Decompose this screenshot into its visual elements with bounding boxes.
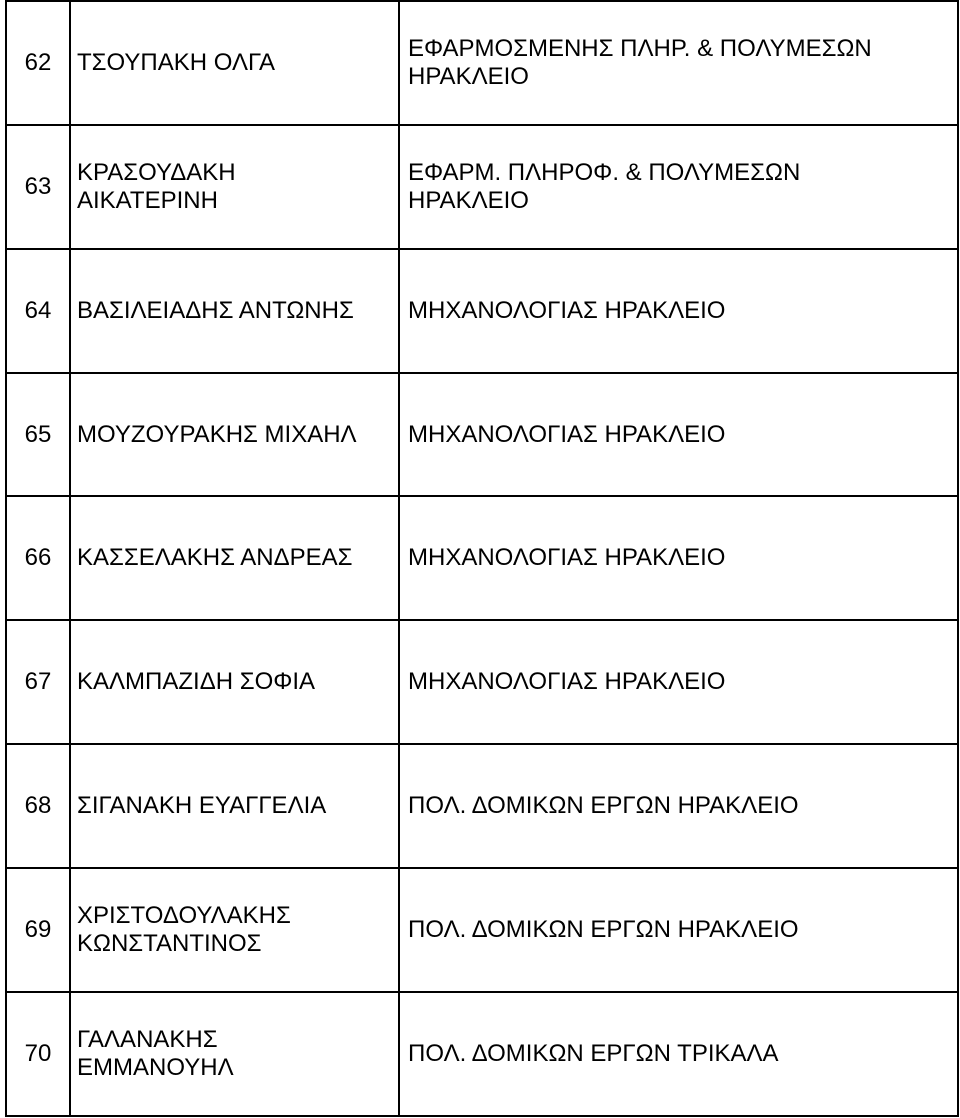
school-department xyxy=(399,992,958,1116)
row-number: 63 xyxy=(6,125,70,249)
name-line: ΑΙΚΑΤΕΡΙΝΗ xyxy=(77,187,218,214)
school-line: ΕΦΑΡΜΟΣΜΕΝΗΣ ΠΛΗΡ. & ΠΟΛΥΜΕΣΩΝ xyxy=(408,35,872,62)
row-number: 67 xyxy=(6,620,70,744)
row-number: 64 xyxy=(6,249,70,373)
roster-table xyxy=(5,0,959,1117)
name-line: ΚΡΑΣΟΥΔΑΚΗ xyxy=(77,159,236,186)
school-department xyxy=(399,249,958,373)
school-department xyxy=(399,1,958,125)
table-row xyxy=(6,373,958,496)
table-row xyxy=(6,992,958,1116)
name-line: ΒΑΣΙΛΕΙΑΔΗΣ ΑΝΤΩΝΗΣ xyxy=(77,297,354,324)
school-department xyxy=(399,868,958,992)
school-department xyxy=(399,620,958,744)
table-row xyxy=(6,249,958,373)
student-name xyxy=(70,620,399,744)
school-line: ΠΟΛ. ΔΟΜΙΚΩΝ ΕΡΓΩΝ ΗΡΑΚΛΕΙΟ xyxy=(408,792,799,819)
school-department xyxy=(399,496,958,620)
school-line: ΗΡΑΚΛΕΙΟ xyxy=(408,63,529,90)
student-name xyxy=(70,1,399,125)
name-line: ΚΑΣΣΕΛΑΚΗΣ ΑΝΔΡΕΑΣ xyxy=(77,544,353,571)
student-name xyxy=(70,496,399,620)
student-name xyxy=(70,868,399,992)
row-number: 66 xyxy=(6,496,70,620)
school-department xyxy=(399,744,958,868)
name-line: ΣΙΓΑΝΑΚΗ ΕΥΑΓΓΕΛΙΑ xyxy=(77,792,327,819)
row-number: 70 xyxy=(6,992,70,1116)
name-line: ΚΑΛΜΠΑΖΙΔΗ ΣΟΦΙΑ xyxy=(77,668,316,695)
school-line: ΜΗΧΑΝΟΛΟΓΙΑΣ ΗΡΑΚΛΕΙΟ xyxy=(408,297,726,324)
student-name xyxy=(70,744,399,868)
student-name xyxy=(70,373,399,496)
school-line: ΜΗΧΑΝΟΛΟΓΙΑΣ ΗΡΑΚΛΕΙΟ xyxy=(408,668,726,695)
school-department xyxy=(399,373,958,496)
row-number: 62 xyxy=(6,1,70,125)
school-line: ΠΟΛ. ΔΟΜΙΚΩΝ ΕΡΓΩΝ ΤΡΙΚΑΛΑ xyxy=(408,1040,779,1067)
school-department xyxy=(399,125,958,249)
name-line: ΕΜΜΑΝΟΥΗΛ xyxy=(77,1054,234,1081)
name-line: ΧΡΙΣΤΟΔΟΥΛΑΚΗΣ xyxy=(77,902,291,929)
table-row xyxy=(6,125,958,249)
table-row xyxy=(6,1,958,125)
row-number: 69 xyxy=(6,868,70,992)
student-name xyxy=(70,992,399,1116)
table-row xyxy=(6,744,958,868)
row-number: 68 xyxy=(6,744,70,868)
school-line: ΗΡΑΚΛΕΙΟ xyxy=(408,187,529,214)
name-line: ΤΣΟΥΠΑΚΗ ΟΛΓΑ xyxy=(77,49,276,76)
school-line: ΜΗΧΑΝΟΛΟΓΙΑΣ ΗΡΑΚΛΕΙΟ xyxy=(408,420,726,448)
student-name xyxy=(70,125,399,249)
table-row xyxy=(6,868,958,992)
school-line: ΜΗΧΑΝΟΛΟΓΙΑΣ ΗΡΑΚΛΕΙΟ xyxy=(408,544,726,571)
name-line: ΓΑΛΑΝΑΚΗΣ xyxy=(77,1026,218,1053)
table-row xyxy=(6,620,958,744)
student-name xyxy=(70,249,399,373)
name-line: ΚΩΝΣΤΑΝΤΙΝΟΣ xyxy=(77,930,262,957)
table-row xyxy=(6,496,958,620)
school-line: ΕΦΑΡΜ. ΠΛΗΡΟΦ. & ΠΟΛΥΜΕΣΩΝ xyxy=(408,159,801,186)
row-number: 65 xyxy=(6,373,70,496)
name-line: ΜΟΥΖΟΥΡΑΚΗΣ ΜΙΧΑΗΛ xyxy=(77,420,357,448)
school-line: ΠΟΛ. ΔΟΜΙΚΩΝ ΕΡΓΩΝ ΗΡΑΚΛΕΙΟ xyxy=(408,916,799,943)
roster-body xyxy=(6,1,958,1116)
